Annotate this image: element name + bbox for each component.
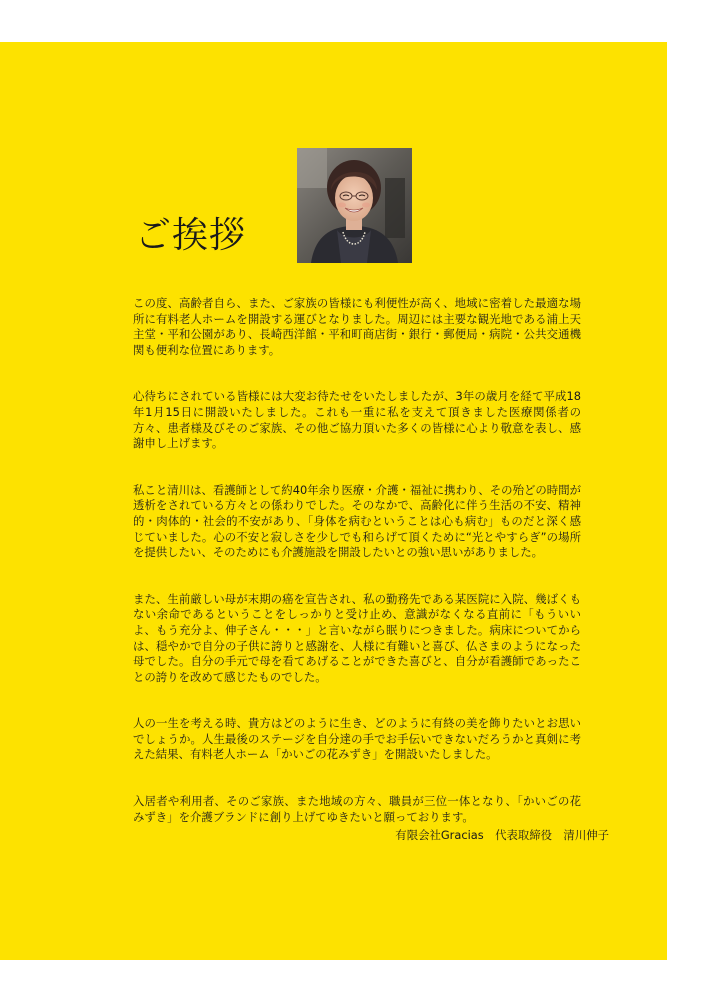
paragraph-1: この度、高齢者自ら、また、ご家族の皆様にも利便性が高く、地域に密着した最適な場所に有料老人ホームを開設する運びとなりました。周辺には主要な観光地である浦上天主堂・平和公園があり、長崎西洋館・平和町商店街・銀行・郵便局・病院・公共交通機関も便利な位置にあります。 [133, 296, 581, 357]
paragraph-2: 心待ちにされている皆様には大変お待たせをいたしましたが、3年の歳月を経て平成18年1月15日に開設いたしました。これも一重に私を支えて頂きました医療関係者の方々、患者様及びそのご家族、その他ご協力頂いた多くの皆様に心より敬意を表し、感謝申し上げます。 [133, 389, 581, 451]
paragraph-6: 入居者や利用者、そのご家族、また地域の方々、職員が三位一体となり、「かいごの花みずき」を介護ブランドに創り上げてゆきたいと願っております。 [133, 794, 581, 824]
greeting-body [133, 296, 581, 856]
portrait-photo [297, 148, 412, 263]
paragraph-4: また、生前厳しい母が末期の癌を宣告され、私の勤務先である某医院に入院、幾ばくもない余命であるということをしっかりと受け止め、意識がなくなる直前に「もういいよ、もう充分よ、伸子さん・・・」と言いながら眠りにつきました。病床についてからは、穏やかで自分の子供に誇りと感謝を、人様に有難いと喜び、仏さまのようになった母でした。自分の手元で母を看てあげることができた喜びと、自分が看護師であったことの誇りを改めて感じたものでした。 [133, 591, 581, 684]
paragraph-5: 人の一生を考える時、貴方はどのように生き、どのように有終の美を飾りたいとお思いでしょうか。人生最後のステージを自分達の手でお手伝いできないだろうかと真剣に考えた結果、有料老人ホーム「かいごの花みずき」を開設いたしました。 [133, 716, 581, 762]
paragraph-3: 私こと清川は、看護師として約40年余り医療・介護・福祉に携わり、その殆どの時間が透析をされている方々との係わりでした。そのなかで、高齢化に伴う生活の不安、精神的・肉体的・社会的不安があり、「身体を病むということは心も病む」ものだと深く感じていました。心の不安と寂しさを少しでも和らげて頂くために“光とやすらぎ”の場所を提供したい、そのためにも介護施設を開設したいとの強い思いがありました。 [133, 482, 581, 560]
page-title: ご挨拶 [135, 215, 247, 256]
signature: 有限会社Gracias 代表取締役 清川伸子 [395, 828, 609, 842]
